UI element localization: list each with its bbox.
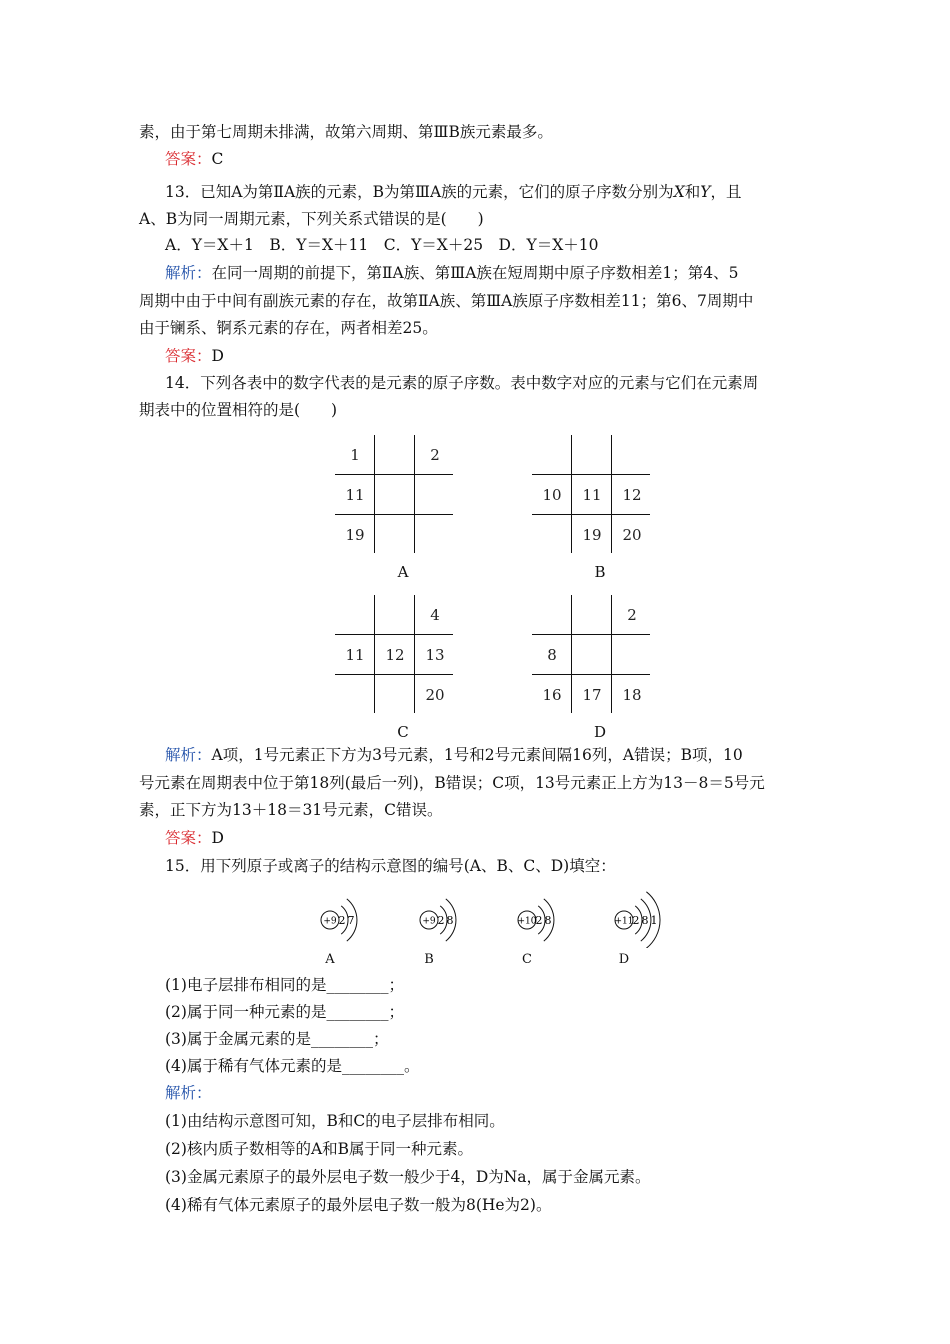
table-cell: 2 (430, 446, 440, 464)
table-cell (375, 515, 415, 555)
table-cell: 8 (547, 646, 557, 664)
table-cell: 10 (542, 486, 562, 504)
table-cell (612, 635, 652, 675)
shell-electron-count: 2 (632, 914, 640, 927)
table-cell (335, 595, 375, 635)
atom-diagram (515, 888, 595, 948)
table-label: D (593, 723, 607, 741)
table-label: A (397, 563, 409, 581)
question-15-part-2: (2)属于同一种元素的是________； (165, 1003, 404, 1021)
table-cell: 12 (622, 486, 642, 504)
answer-line (165, 827, 224, 849)
solution-15-line-4: (4)稀有气体元素原子的最外层电子数一般为8(He为2)。 (165, 1196, 552, 1214)
table-cell (532, 515, 572, 555)
nucleus-charge: +11 (614, 916, 634, 927)
table-cell: 16 (542, 686, 562, 704)
atom-label: B (424, 952, 434, 967)
table-label: C (397, 723, 409, 741)
shell-electron-count: 8 (641, 914, 649, 927)
q13-tail: ，且 (710, 183, 742, 201)
question-14-line-1: 14．下列各表中的数字代表的是元素的原子序数。表中数字对应的元素与它们在元素周 (165, 374, 759, 392)
table-cell: 13 (425, 646, 445, 664)
answer-value: D (211, 829, 224, 847)
question-15-part-3: (3)属于金属元素的是________； (165, 1030, 389, 1048)
atom-diagram (417, 888, 497, 948)
shell-electron-count: 8 (544, 914, 552, 927)
answer-line (165, 345, 224, 367)
table-cell (335, 675, 375, 715)
table-cell: 4 (430, 606, 440, 624)
answer-label: 答案： (165, 150, 212, 168)
table-cell: 19 (582, 526, 602, 544)
shell-electron-count: 8 (446, 914, 454, 927)
table-cell: 17 (582, 686, 602, 704)
solution-15-line-1: (1)由结构示意图可知，B和C的电子层排布相同。 (165, 1112, 505, 1130)
answer-label: 答案： (165, 829, 212, 847)
solution-13-line-2: 周期中由于中间有副族元素的存在，故第ⅡA族、第ⅢA族原子序数相差11；第6、7周期中 (139, 292, 754, 310)
q13-and: 和 (684, 183, 701, 201)
table-cell: 11 (345, 646, 365, 664)
shell-electron-count: 2 (338, 914, 346, 927)
answer-value: D (211, 347, 224, 365)
atom-label: D (618, 952, 630, 967)
table-cell (572, 635, 612, 675)
atom-label: A (325, 952, 335, 967)
solution-15-line-2: (2)核内质子数相等的A和B属于同一种元素。 (165, 1140, 474, 1158)
table-cell (375, 475, 415, 515)
solution-13-line-3: 由于镧系、锕系元素的存在，两者相差25。 (139, 319, 438, 337)
solution-13-line-1 (165, 262, 738, 284)
table-cell (375, 595, 415, 635)
question-14-line-2: 期表中的位置相符的是( ) (139, 401, 338, 419)
atom-diagram (318, 888, 398, 948)
table-cell: 12 (385, 646, 405, 664)
var-y: Y (700, 183, 711, 201)
table-cell (375, 675, 415, 715)
table-cell (572, 595, 612, 635)
table-cell: 19 (345, 526, 365, 544)
q13-text: 13．已知A为第ⅡA族的元素，B为第ⅢA族的元素，它们的原子序数分别为 (165, 183, 674, 201)
nucleus-charge: +10 (517, 916, 537, 927)
nucleus-charge: +9 (323, 916, 337, 927)
table-cell (375, 435, 415, 475)
solution-label: 解析： (165, 264, 212, 282)
table-cell: 1 (350, 446, 360, 464)
table-fragment (532, 595, 652, 755)
shell-electron-count: 2 (437, 914, 445, 927)
table-cell (415, 475, 455, 515)
nucleus-charge: +9 (422, 916, 436, 927)
solution-14-line-3: 素，正下方为13＋18＝31号元素，C错误。 (139, 801, 443, 819)
var-x: X (673, 183, 685, 201)
table-cell: 20 (425, 686, 445, 704)
answer-label: 答案： (165, 347, 212, 365)
question-13-line-2: A、B为同一周期元素，下列关系式错误的是( ) (139, 210, 484, 228)
question-15-part-1: (1)电子层排布相同的是________； (165, 976, 404, 994)
table-cell: 11 (345, 486, 365, 504)
solution-text: 在同一周期的前提下，第ⅡA族、第ⅢA族在短周期中原子序数相差1；第4、5 (211, 264, 739, 282)
answer-line (165, 148, 223, 170)
text-line: 素，由于第七周期未排满，故第六周期、第ⅢB族元素最多。 (139, 123, 553, 141)
solution-14-line-2: 号元素在周期表中位于第18列(最后一列)，B错误；C项，13号元素正上方为13－8＝5号元 (139, 774, 765, 792)
table-cell (532, 595, 572, 635)
table-cell (415, 515, 455, 555)
table-cell: 20 (622, 526, 642, 544)
solution-label: 解析： (165, 1084, 212, 1102)
table-cell: 2 (627, 606, 637, 624)
shell-electron-count: 1 (650, 914, 658, 927)
table-cell (572, 435, 612, 475)
question-13-line-1 (165, 181, 742, 203)
question-15-part-4: (4)属于稀有气体元素的是________。 (165, 1057, 420, 1075)
shell-electron-count: 7 (347, 914, 355, 927)
table-fragment (335, 595, 455, 755)
atom-diagram (612, 888, 692, 948)
table-fragment (532, 435, 652, 595)
table-cell: 11 (582, 486, 602, 504)
solution-14-line-1 (165, 744, 743, 766)
question-13-options: A．Y＝X＋1 B．Y＝X＋11 C．Y＝X＋25 D．Y＝X＋10 (165, 236, 599, 254)
shell-electron-count: 2 (535, 914, 543, 927)
table-cell (612, 435, 652, 475)
table-fragment (335, 435, 455, 595)
atom-label: C (522, 952, 532, 967)
solution-15-line-3: (3)金属元素原子的最外层电子数一般少于4，D为Na，属于金属元素。 (165, 1168, 651, 1186)
table-label: B (594, 563, 606, 581)
table-cell (532, 435, 572, 475)
solution-label: 解析： (165, 746, 212, 764)
solution-text: A项，1号元素正下方为3号元素，1号和2号元素间隔16列，A错误；B项，10 (211, 746, 743, 764)
table-cell: 18 (622, 686, 642, 704)
answer-value: C (211, 150, 224, 168)
question-15-line-1: 15．用下列原子或离子的结构示意图的编号(A、B、C、D)填空： (165, 857, 616, 875)
